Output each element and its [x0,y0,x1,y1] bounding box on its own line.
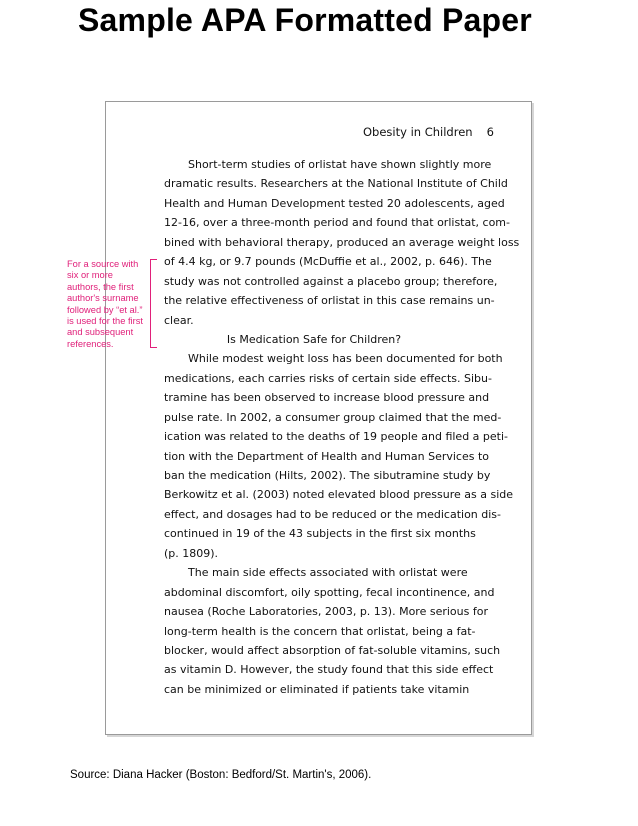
annotation-line: is used for the first [67,316,143,327]
paragraph-line: effect, and dosages had to be reduced or the medication dis- [164,507,502,521]
paragraph-line: The main side effects associated with orlistat were [188,566,468,580]
annotation-line: and subsequent [67,327,134,338]
paragraph-line: can be minimized or eliminated if patients take vitamin [164,682,470,696]
annotation-line: six or more [67,270,113,281]
annotation-line: references. [67,338,114,349]
paragraph-line: pulse rate. In 2002, a consumer group claimed that the med- [164,410,502,424]
paragraph-line: continued in 19 of the 43 subjects in the first six months [164,527,476,541]
paragraph-line: Berkowitz et al. (2003) noted elevated blood pressure as a side [164,488,514,502]
annotation-line: authors, the first [67,281,134,292]
paragraph-line: Health and Human Development tested 20 adolescents, aged [164,196,505,210]
paragraph-line: tion with the Department of Health and Human Services to [164,449,490,463]
margin-annotation [67,259,149,350]
section-heading: Is Medication Safe for Children? [226,332,402,346]
source-caption: Source: Diana Hacker (Boston: Bedford/St. Martin's, 2006). [70,769,372,781]
paragraph-line: study was not controlled against a placebo group; therefore, [164,274,498,288]
paragraph-line: medications, each carries risks of certain side effects. Sibu- [164,371,492,385]
page-number: 6 [486,125,494,139]
paragraph-line: dramatic results. Researchers at the National Institute of Child [164,177,508,191]
annotation-bracket [150,259,157,348]
paragraph-line: ication was related to the deaths of 19 people and filed a peti- [164,430,508,444]
paragraph-line: of 4.4 kg, or 9.7 pounds (McDuffie et al., 2002, p. 646). The [164,255,492,269]
paragraph-line: the relative effectiveness of orlistat in this case remains un- [164,294,495,308]
paragraph-line: 12-16, over a three-month period and found that orlistat, com- [164,216,510,230]
paper-body [164,155,520,699]
annotation-line: followed by “et al.” [67,304,143,315]
paragraph-line: nausea (Roche Laboratories, 2003, p. 13). More serious for [164,605,488,619]
annotation-line: For a source with [67,259,139,269]
paragraph-line: (p. 1809). [164,546,219,560]
paragraph-line: While modest weight loss has been documented for both [188,352,503,366]
annotation-line: author's surname [67,293,139,304]
paragraph-line: as vitamin D. However, the study found that this side effect [164,663,494,677]
paragraph-line: blocker, would affect absorption of fat-soluble vitamins, such [164,643,501,657]
paragraph-line: tramine has been observed to increase blood pressure and [164,391,490,405]
paragraph-line: long-term health is the concern that orlistat, being a fat- [164,624,476,638]
paragraph-line: Short-term studies of orlistat have shown slightly more [188,158,492,171]
slide-title: Sample APA Formatted Paper [78,2,532,38]
paragraph-line: ban the medication (Hilts, 2002). The sibutramine study by [164,469,491,482]
paragraph-line: bined with behavioral therapy, produced an average weight loss [164,235,520,249]
running-head [363,125,494,139]
paragraph-line: abdominal discomfort, oily spotting, fecal incontinence, and [164,585,495,599]
running-head-title: Obesity in Children [363,125,473,139]
paragraph-line: clear. [164,313,194,327]
